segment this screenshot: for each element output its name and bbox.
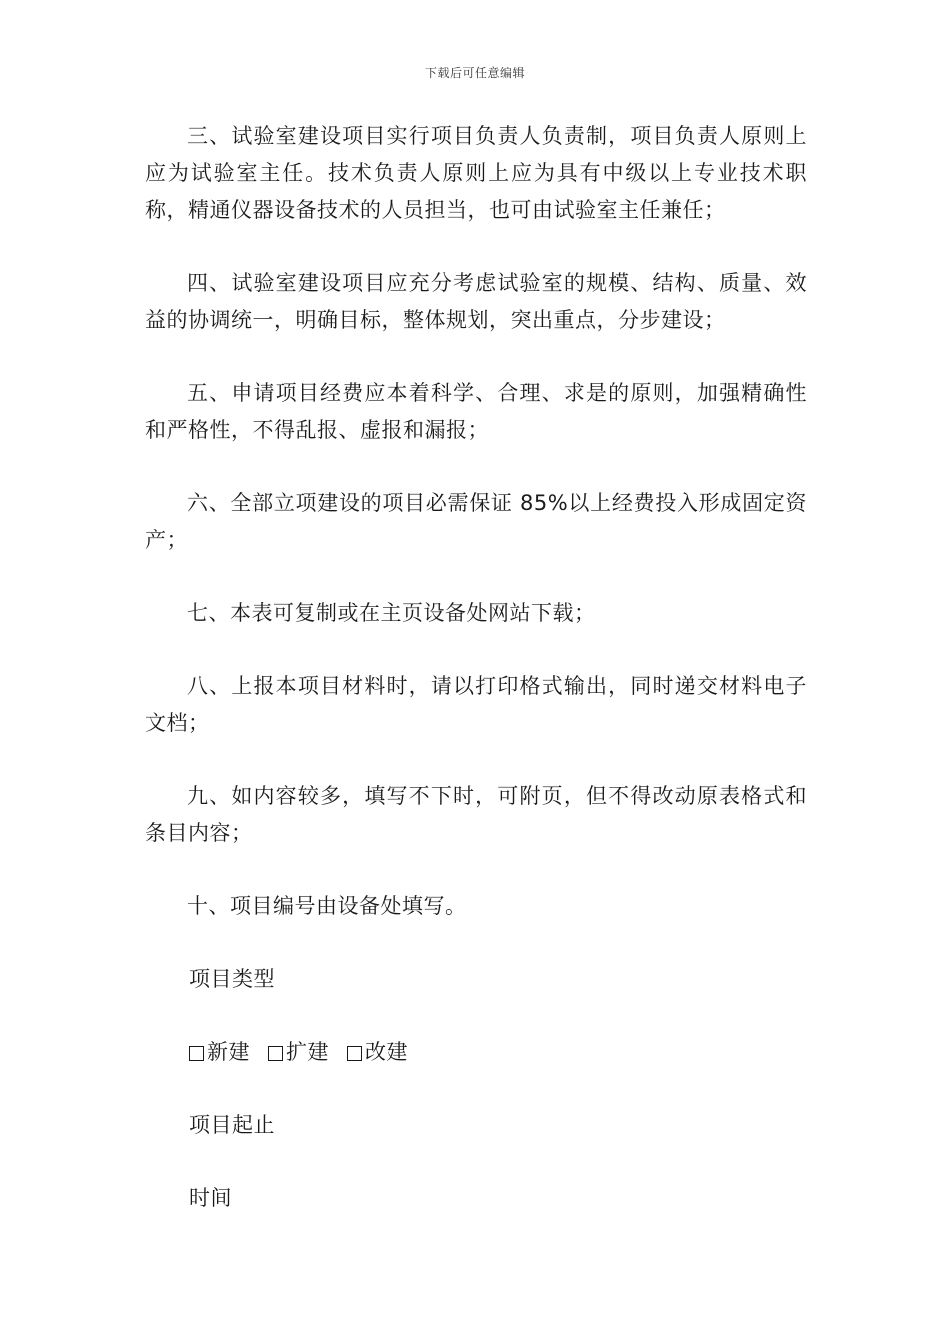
checkbox-icon[interactable] <box>347 1046 362 1061</box>
page-header-note: 下载后可任意编辑 <box>424 66 525 80</box>
option-label: 新建 <box>207 1040 250 1064</box>
option-label: 扩建 <box>286 1040 329 1064</box>
document-body <box>145 118 807 1253</box>
option-new-build[interactable] <box>189 1034 250 1071</box>
paragraph-item-10: 十、项目编号由设备处填写。 <box>187 894 467 918</box>
option-label: 改建 <box>365 1040 408 1064</box>
time-label: 时间 <box>189 1186 232 1210</box>
paragraph-item-5: 五、申请项目经费应本着科学、合理、求是的原则，加强精确性和严格性，不得乱报、虚报和漏报； <box>145 381 807 442</box>
option-expansion[interactable] <box>268 1034 329 1071</box>
paragraph-item-9: 九、如内容较多，填写不下时，可附页，但不得改动原表格式和条目内容； <box>145 784 807 845</box>
paragraph-item-7: 七、本表可复制或在主页设备处网站下载； <box>187 601 596 625</box>
option-renovation[interactable] <box>347 1034 408 1071</box>
paragraph-item-6: 六、全部立项建设的项目必需保证 85%以上经费投入形成固定资产； <box>145 491 807 552</box>
paragraph-item-3: 三、试验室建设项目实行项目负责人负责制，项目负责人原则上应为试验室主任。技术负责人原则上应为具有中级以上专业技术职称，精通仪器设备技术的人员担当，也可由试验室主任兼任； <box>145 124 807 222</box>
paragraph-item-8: 八、上报本项目材料时，请以打印格式输出，同时递交材料电子文档； <box>145 674 807 735</box>
project-period-label: 项目起止 <box>189 1113 275 1137</box>
checkbox-icon[interactable] <box>189 1046 204 1061</box>
checkbox-icon[interactable] <box>268 1046 283 1061</box>
project-type-label: 项目类型 <box>189 967 275 991</box>
project-type-options <box>145 1034 807 1071</box>
paragraph-item-4: 四、试验室建设项目应充分考虑试验室的规模、结构、质量、效益的协调统一，明确目标，整体规划，突出重点，分步建设； <box>145 271 807 332</box>
